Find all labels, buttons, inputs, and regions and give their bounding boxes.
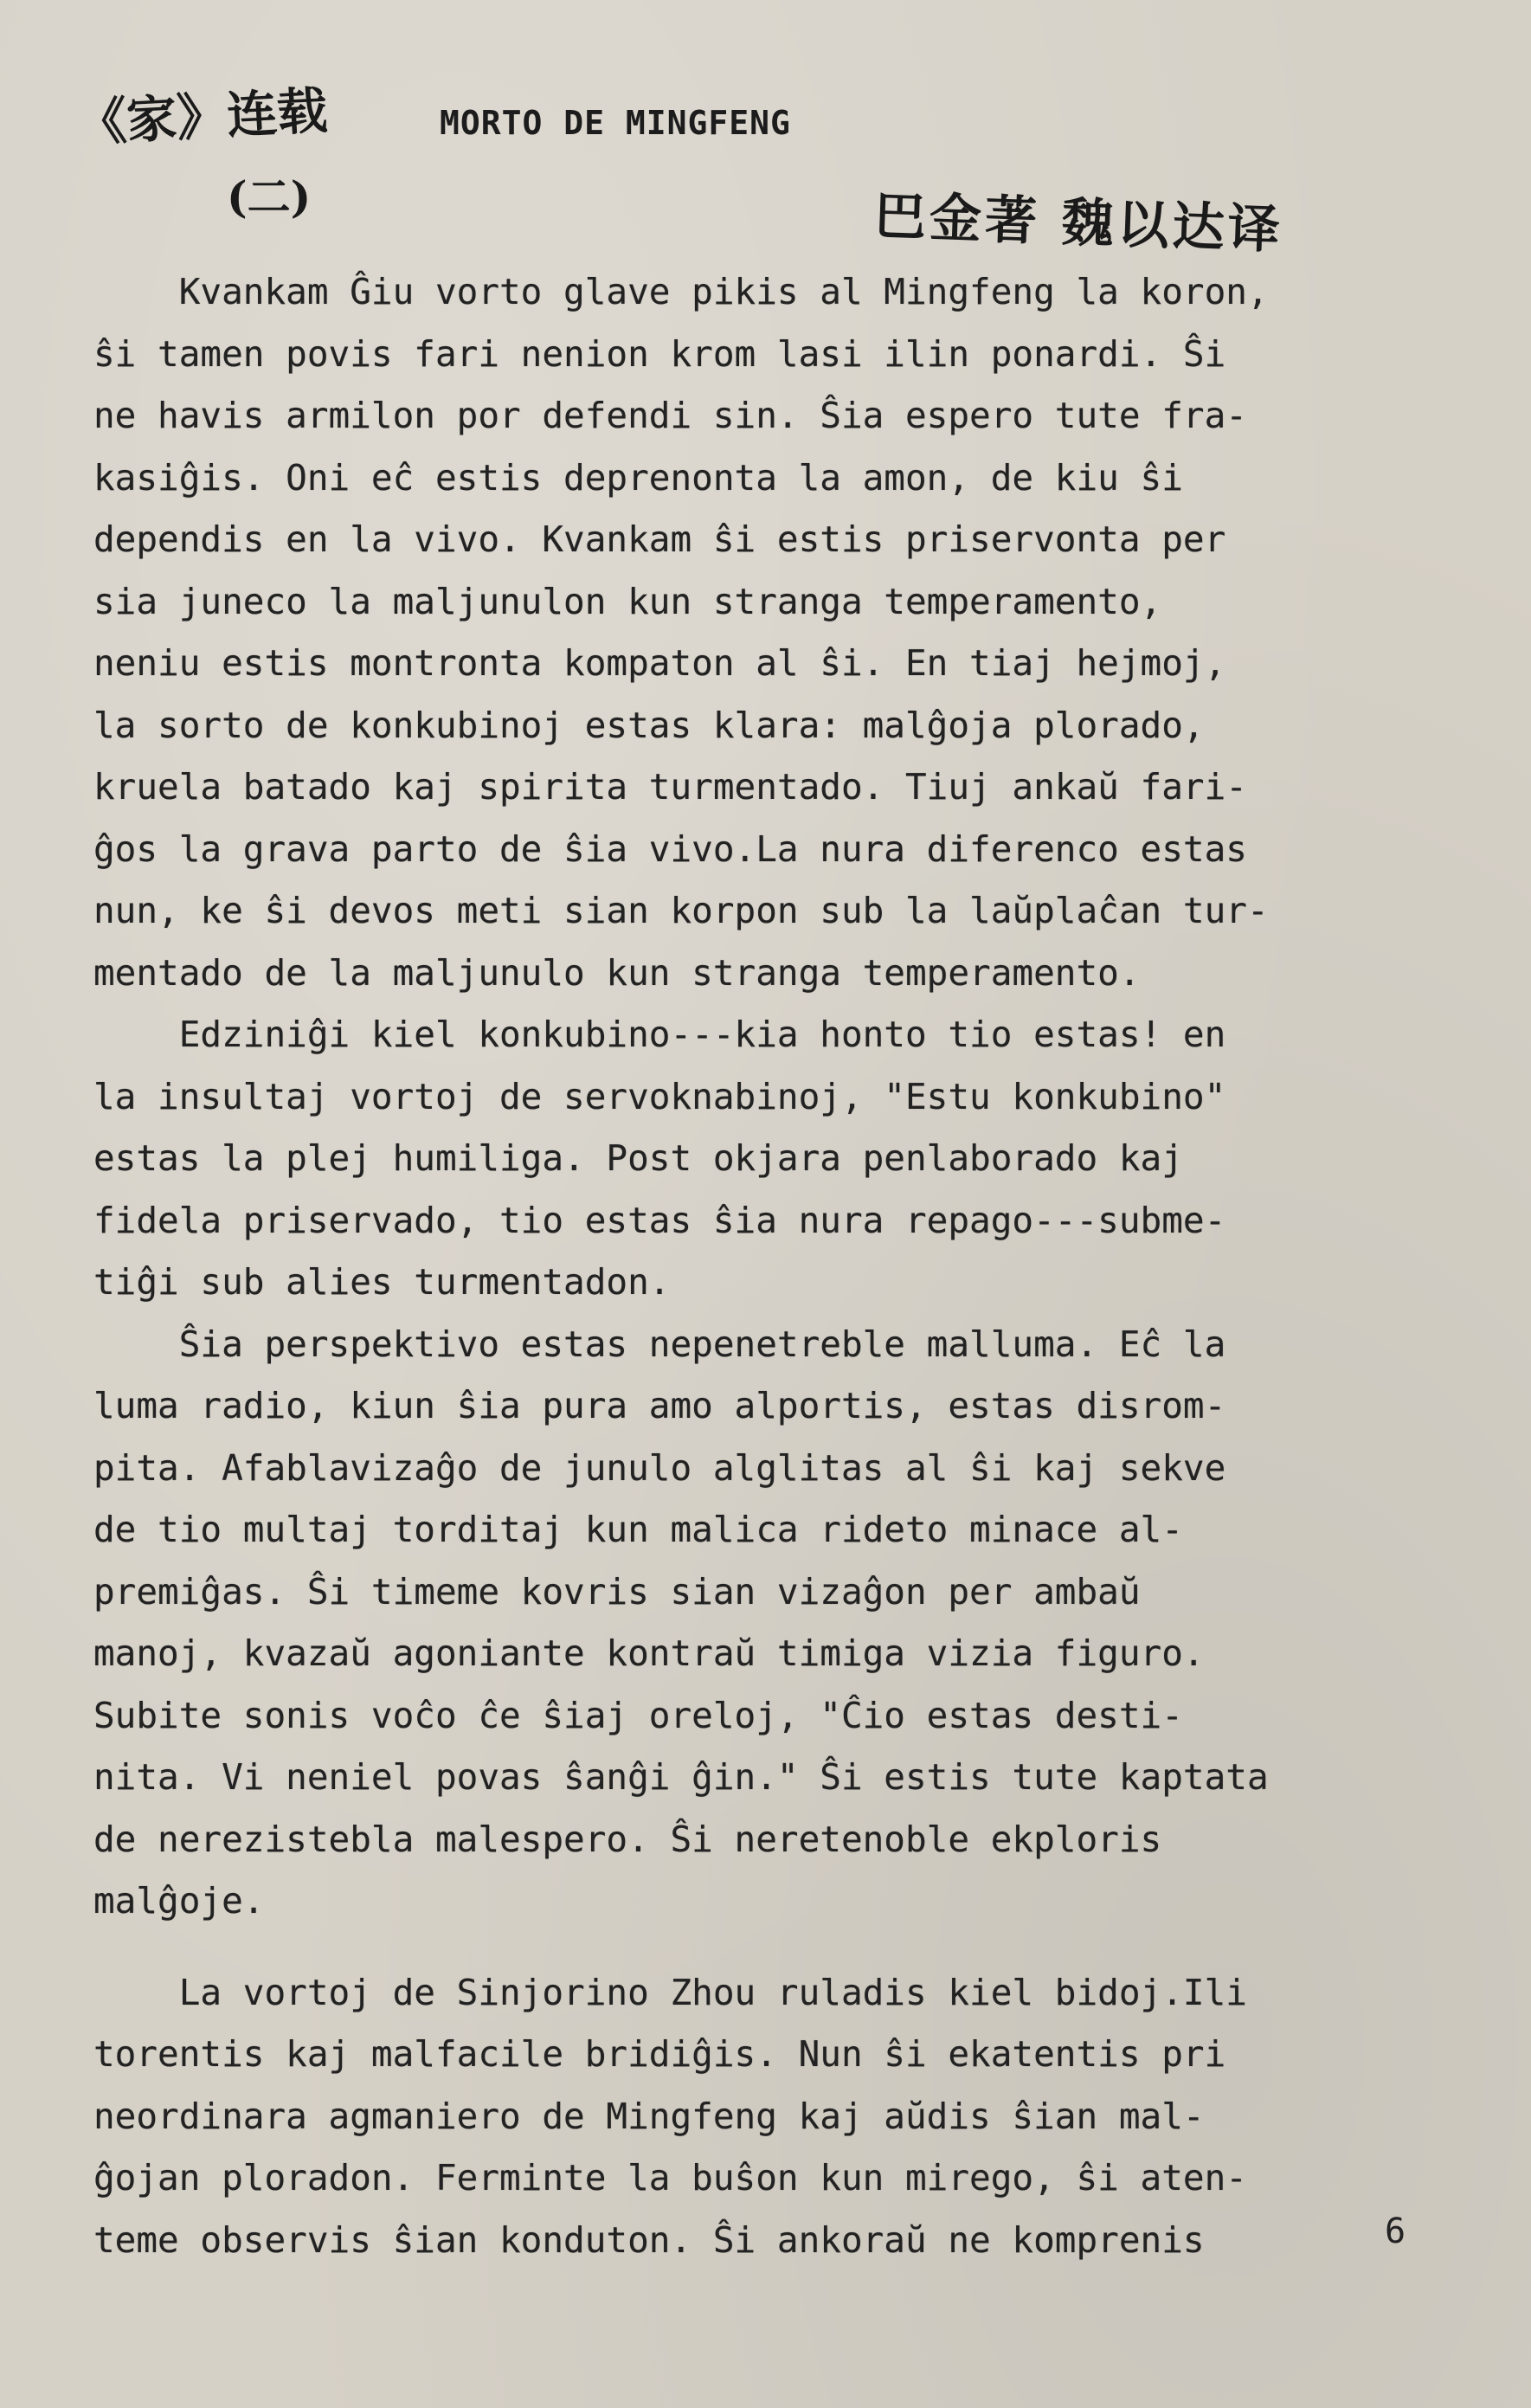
text-line: malĝoje. (93, 1880, 265, 1922)
text-line: manoj, kvazaŭ agoniante kontraŭ timiga vizia figuro. (93, 1632, 1205, 1674)
text-line: Subite sonis voĉo ĉe ŝiaj oreloj, "Ĉio estas desti- (93, 1694, 1183, 1736)
text-line: premiĝas. Ŝi timeme kovris sian vizaĝon per ambaŭ (93, 1570, 1141, 1613)
paragraph-gap (93, 1933, 1444, 1962)
text-line: La vortoj de Sinjorino Zhou ruladis kiel bidoj.Ili (93, 1971, 1247, 2013)
text-line: kruela batado kaj spirita turmentado. Tiuj ankaŭ fari- (93, 766, 1247, 808)
text-line: pita. Afablavizaĝo de junulo alglitas al ŝi kaj sekve (93, 1446, 1226, 1489)
paragraph-3 (93, 1314, 1444, 1933)
text-line: sia juneco la maljunulon kun stranga temperamento, (93, 580, 1162, 622)
text-line: la sorto de konkubinoj estas klara: malĝoja plorado, (93, 704, 1205, 746)
text-line: ĝojan ploradon. Ferminte la buŝon kun mirego, ŝi aten- (93, 2157, 1247, 2199)
text-line: estas la plej humiliga. Post okjara penlaborado kaj (93, 1137, 1183, 1179)
text-line: neniu estis montronta kompaton al ŝi. En tiaj hejmoj, (93, 642, 1226, 684)
text-line: ŝi tamen povis fari nenion krom lasi ilin ponardi. Ŝi (93, 332, 1226, 375)
text-line: fidela priservado, tio estas ŝia nura repago---subme- (93, 1199, 1226, 1241)
paragraph-2 (93, 1004, 1444, 1314)
document-title: MORTO DE MINGFENG (440, 104, 791, 142)
paragraph-4 (93, 1962, 1444, 2272)
paragraph-1 (93, 261, 1444, 1004)
document-body (93, 261, 1444, 2271)
text-line: ĝos la grava parto de ŝia vivo.La nura diferenco estas (93, 827, 1247, 870)
part-handwritten-note: (二) (227, 171, 312, 222)
text-line: de tio multaj torditaj kun malica rideto minace al- (93, 1509, 1183, 1550)
text-line: neordinara agmaniero de Mingfeng kaj aŭdis ŝian mal- (93, 2095, 1205, 2137)
text-line: ne havis armilon por defendi sin. Ŝia espero tute fra- (93, 395, 1247, 436)
text-line: torentis kaj malfacile bridiĝis. Nun ŝi ekatentis pri (93, 2033, 1226, 2075)
text-line: de nerezistebla malespero. Ŝi neretenoble ekploris (93, 1818, 1162, 1860)
text-line: luma radio, kiun ŝia pura amo alportis, estas disrom- (93, 1385, 1226, 1426)
text-line: teme observis ŝian konduton. Ŝi ankoraŭ ne komprenis (93, 2218, 1205, 2261)
text-line: nita. Vi neniel povas ŝanĝi ĝin." Ŝi estis tute kaptata (93, 1756, 1269, 1798)
page-number: 6 (1385, 2212, 1406, 2251)
series-handwritten-note: 《家》连载 (74, 80, 329, 153)
text-line: mentado de la maljunulo kun stranga temperamento. (93, 951, 1141, 994)
text-line: la insultaj vortoj de servoknabinoj, "Estu konkubino" (93, 1075, 1226, 1117)
text-line: Edziniĝi kiel konkubino---kia honto tio estas! en (93, 1014, 1226, 1055)
text-line: nun, ke ŝi devos meti sian korpon sub la laŭplaĉan tur- (93, 890, 1269, 931)
text-line: Kvankam Ĝiu vorto glave pikis al Mingfeng la koron, (93, 271, 1269, 312)
text-line: tiĝi sub alies turmentadon. (93, 1261, 671, 1303)
text-line: kasiĝis. Oni eĉ estis deprenonta la amon, de kiu ŝi (93, 456, 1183, 499)
text-line: dependis en la vivo. Kvankam ŝi estis priservonta per (93, 518, 1226, 560)
text-line: Ŝia perspektivo estas nepenetreble malluma. Eĉ la (93, 1323, 1226, 1365)
author-translator-credit: 巴金著 魏以达译 (872, 185, 1284, 261)
